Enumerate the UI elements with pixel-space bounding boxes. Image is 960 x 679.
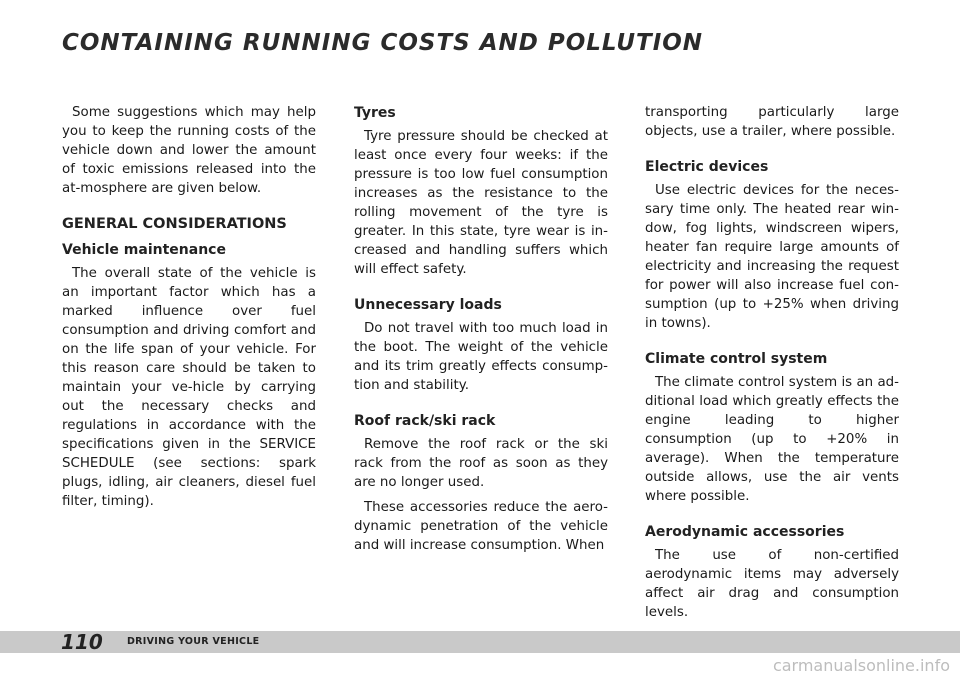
paragraph-unnecessary-loads: Do not travel with too much load in the boot. The weight of the vehicle and its trim greatly effects consump-tion and stability. xyxy=(354,321,608,393)
subheading-climate-control: Climate control system xyxy=(645,351,828,367)
paragraph-roof-rack-1: Remove the roof rack or the ski rack from the roof as soon as they are no longer used. xyxy=(354,437,608,490)
column-2 xyxy=(354,103,608,555)
subheading-roof-rack: Roof rack/ski rack xyxy=(354,413,496,429)
paragraph-roof-rack-2: These accessories reduce the aero-dynamic penetration of the vehicle and will increase consumption. When xyxy=(354,500,608,553)
page-title: CONTAINING RUNNING COSTS AND POLLUTION xyxy=(62,30,704,56)
intro-paragraph: Some suggestions which may help you to keep the running costs of the vehicle down and lower the amount of toxic emissions released into the at-mosphere are given below. xyxy=(62,105,316,196)
paragraph-vehicle-maintenance: The overall state of the vehicle is an important factor which has a marked influence over fuel consumption and driving comfort and on the life span of your vehicle. For this reason care should be taken to maintain your ve-hicle by carrying out the necessary checks and regulations in accordance with the specifications given in the SERVICE SCHEDULE (see sections: spark plugs, idling, air cleaners, diesel fuel filter, timing). xyxy=(62,266,316,509)
paragraph-electric-devices: Use electric devices for the neces-sary time only. The heated rear win-dow, fog lights, windscreen wipers, heater fan require large amounts of electricity and increasing the request for power will also increase fuel con-sumption (up to +25% when driving in towns). xyxy=(645,183,899,331)
subheading-aerodynamic-accessories: Aerodynamic accessories xyxy=(645,524,845,540)
paragraph-aerodynamic-accessories: The use of non-certified aerodynamic items may adversely affect air drag and consumption levels. xyxy=(645,548,899,620)
footer-section-name: DRIVING YOUR VEHICLE xyxy=(127,636,260,647)
subheading-unnecessary-loads: Unnecessary loads xyxy=(354,297,502,313)
subheading-electric-devices: Electric devices xyxy=(645,159,769,175)
subheading-tyres: Tyres xyxy=(354,105,396,121)
page-number: 110 xyxy=(61,630,103,654)
subheading-vehicle-maintenance: Vehicle maintenance xyxy=(62,242,226,258)
paragraph-climate-control: The climate control system is an ad-ditional load which greatly effects the engine leading to higher consumption (up to +20% in average). When the temperature outside allows, use the air vents where possible. xyxy=(645,375,899,504)
section-heading-general-considerations: GENERAL CONSIDERATIONS xyxy=(62,216,287,232)
column-1 xyxy=(62,103,316,511)
column-3 xyxy=(645,103,899,622)
watermark: carmanualsonline.info xyxy=(772,656,950,675)
paragraph-tyres: Tyre pressure should be checked at least once every four weeks: if the pressure is too low fuel consumption increases as the resistance to the rolling movement of the tyre is greater. In this state, tyre wear is in-creased and handling suffers which will effect safety. xyxy=(354,129,608,277)
paragraph-roof-rack-continued: transporting particularly large objects, use a trailer, where possible. xyxy=(645,105,899,139)
